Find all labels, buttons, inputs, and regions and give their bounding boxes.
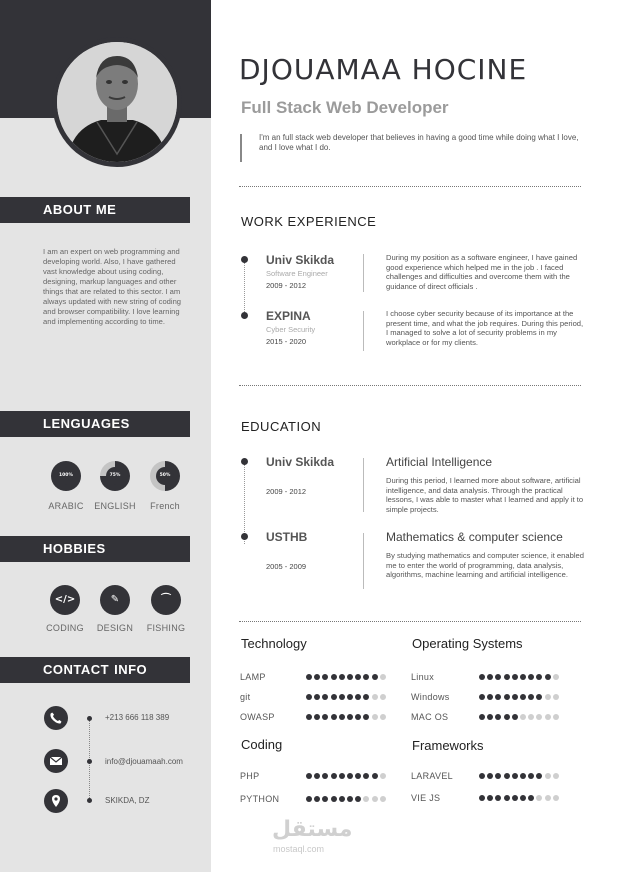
rating-dot-filled	[347, 674, 353, 680]
rating-dot-filled	[520, 694, 526, 700]
skill-name: git	[240, 692, 251, 702]
rating-dot-filled	[520, 674, 526, 680]
rating-dot-filled	[487, 795, 493, 801]
location-text: SKIKDA, DZ	[105, 796, 150, 805]
rating-dot-empty	[536, 714, 542, 720]
education-description: During this period, I learned more about software, artificial intelligence, and data analysis. Through the practical lessons, I was able to master what I learned and apply it to simple projects.	[386, 476, 584, 514]
language-name: ARABIC	[48, 501, 84, 511]
about-me-text: I am an expert on web programming and developing world. Also, I have gathered vast knowledge about using coding, designing, markup languages and other things that are related to this sector. I am always updated with new string of coding and browser compatibility. I love learning and implementing according to time.	[43, 247, 182, 326]
language-level-value: 100%	[57, 467, 75, 485]
skill-name: Windows	[411, 692, 450, 702]
rating-dot-filled	[347, 773, 353, 779]
timeline-dot	[241, 312, 248, 319]
rating-dot-filled	[339, 714, 345, 720]
section-divider	[239, 186, 581, 187]
rating-dot-filled	[331, 796, 337, 802]
rating-dot-empty	[545, 773, 551, 779]
hobby-name: FISHING	[146, 623, 186, 633]
rating-dot-filled	[512, 674, 518, 680]
rating-dot-filled	[314, 714, 320, 720]
rating-dot-filled	[314, 796, 320, 802]
rating-dot-filled	[363, 694, 369, 700]
education-years: 2009 - 2012	[266, 487, 307, 496]
work-description: During my position as a software engineer, I have gained good experience which helped me in the job . I faced challenges and difficulties and overcome them with the guidance of direct officials .	[386, 253, 578, 291]
location-icon	[44, 789, 68, 813]
code-icon: </>	[50, 585, 80, 615]
education-org: USTHB	[266, 530, 308, 544]
sidebar	[0, 0, 211, 872]
rating-dot-filled	[314, 773, 320, 779]
rating-dot-empty	[380, 694, 386, 700]
work-org: EXPINA	[266, 309, 311, 323]
rating-dot-filled	[306, 674, 312, 680]
rating-dot-filled	[487, 714, 493, 720]
language-level-ring	[150, 461, 180, 491]
rating-dot-filled	[512, 714, 518, 720]
skill-name: VIE JS	[411, 793, 441, 803]
rating-dot-filled	[512, 773, 518, 779]
rating-dot-filled	[331, 694, 337, 700]
rating-dot-filled	[536, 674, 542, 680]
rating-dot-filled	[355, 796, 361, 802]
timeline-dot	[241, 533, 248, 540]
rating-dot-filled	[339, 674, 345, 680]
work-years: 2015 - 2020	[266, 337, 307, 346]
rating-dot-empty	[520, 714, 526, 720]
intro-text: I'm an full stack web developer that believes in having a good time while doing what I love, and I love what I do.	[259, 133, 579, 152]
rating-dot-filled	[355, 714, 361, 720]
rating-dot-filled	[528, 795, 534, 801]
rating-dot-filled	[479, 674, 485, 680]
entry-separator	[363, 254, 364, 292]
rating-dot-empty	[528, 714, 534, 720]
rating-dot-filled	[363, 714, 369, 720]
rating-dot-filled	[372, 674, 378, 680]
language-level-value: 50%	[156, 467, 174, 485]
education-org: Univ Skikda	[266, 455, 335, 469]
rating-dot-empty	[545, 694, 551, 700]
rating-dot-filled	[504, 714, 510, 720]
rating-dot-filled	[512, 795, 518, 801]
entry-separator	[363, 458, 364, 512]
rating-dot-filled	[331, 773, 337, 779]
skill-name: PYTHON	[240, 794, 280, 804]
rating-dot-empty	[553, 714, 559, 720]
rating-dot-empty	[372, 796, 378, 802]
rating-dot-filled	[487, 674, 493, 680]
timeline-dot	[241, 458, 248, 465]
rating-dot-filled	[495, 773, 501, 779]
rating-dot-filled	[495, 674, 501, 680]
work-timeline	[244, 262, 245, 312]
skill-name: OWASP	[240, 712, 275, 722]
rating-dot-filled	[479, 714, 485, 720]
email-address[interactable]: info@djouamaah.com	[105, 757, 183, 766]
language-name: ENGLISH	[94, 501, 136, 511]
section-divider	[239, 621, 581, 622]
rating-dot-filled	[355, 694, 361, 700]
rating-dot-filled	[495, 795, 501, 801]
rating-dot-filled	[339, 694, 345, 700]
language-level-ring	[51, 461, 81, 491]
education-timeline	[244, 464, 245, 544]
contact-dot	[87, 798, 92, 803]
rating-dot-filled	[363, 674, 369, 680]
skill-name: LARAVEL	[411, 771, 453, 781]
hobbies-heading: HOBBIES	[0, 536, 190, 562]
rating-dot-empty	[553, 674, 559, 680]
about-me-heading: ABOUT ME	[0, 197, 190, 223]
rating-dot-filled	[314, 694, 320, 700]
rating-dot-empty	[545, 714, 551, 720]
skill-name: Linux	[411, 672, 435, 682]
rating-dot-filled	[331, 714, 337, 720]
education-field: Mathematics & computer science	[386, 530, 563, 544]
rating-dot-empty	[380, 796, 386, 802]
timeline-dot	[241, 256, 248, 263]
rating-dot-empty	[363, 796, 369, 802]
work-years: 2009 - 2012	[266, 281, 307, 290]
rating-dot-empty	[553, 773, 559, 779]
contact-heading	[0, 657, 190, 683]
rating-dot-filled	[520, 773, 526, 779]
rating-dot-empty	[372, 714, 378, 720]
job-title: Full Stack Web Developer	[241, 98, 449, 117]
entry-separator	[363, 533, 364, 589]
rating-dot-filled	[479, 773, 485, 779]
rating-dot-filled	[536, 694, 542, 700]
technology-heading: Technology	[241, 636, 307, 651]
rating-dot-empty	[536, 795, 542, 801]
rating-dot-filled	[504, 694, 510, 700]
phone-icon	[44, 706, 68, 730]
rating-dot-filled	[355, 674, 361, 680]
rating-dot-filled	[479, 694, 485, 700]
skill-name: PHP	[240, 771, 260, 781]
rating-dot-filled	[347, 694, 353, 700]
rating-dot-filled	[495, 714, 501, 720]
rating-dot-empty	[380, 674, 386, 680]
rating-dot-empty	[380, 773, 386, 779]
rating-dot-filled	[306, 773, 312, 779]
rating-dot-filled	[322, 674, 328, 680]
rating-dot-filled	[528, 773, 534, 779]
rating-dot-filled	[512, 694, 518, 700]
coding-heading: Coding	[241, 737, 283, 752]
rating-dot-filled	[363, 773, 369, 779]
rating-dot-filled	[528, 674, 534, 680]
rating-dot-empty	[372, 694, 378, 700]
contact-dot	[87, 716, 92, 721]
rating-dot-filled	[545, 674, 551, 680]
rating-dot-filled	[322, 773, 328, 779]
languages-heading: LENGUAGES	[0, 411, 190, 437]
rating-dot-filled	[504, 795, 510, 801]
contact-dot	[87, 759, 92, 764]
rating-dot-filled	[314, 674, 320, 680]
rating-dot-filled	[520, 795, 526, 801]
work-description: I choose cyber security because of its importance at the present time, and what the job requires. During this period, I managed to solve a lot of security problems in my workplace or for my clients.	[386, 309, 584, 347]
phone-number[interactable]: +213 666 118 389	[105, 713, 170, 722]
rating-dot-filled	[495, 694, 501, 700]
rating-dot-filled	[536, 773, 542, 779]
language-level-value: 75%	[106, 467, 124, 485]
operating-systems-heading: Operating Systems	[412, 636, 523, 651]
work-experience-heading: WORK EXPERIENCE	[241, 214, 377, 229]
rating-dot-filled	[355, 773, 361, 779]
profile-photo	[57, 42, 177, 162]
entry-separator	[363, 311, 364, 351]
contact-heading-bold: INFO	[114, 662, 148, 677]
rating-dot-empty	[553, 694, 559, 700]
rating-dot-filled	[504, 773, 510, 779]
rating-dot-empty	[545, 795, 551, 801]
rating-dot-filled	[322, 796, 328, 802]
skill-name: LAMP	[240, 672, 266, 682]
hobby-name: DESIGN	[96, 623, 134, 633]
mail-icon	[44, 749, 68, 773]
fishing-rod-icon: ⌒	[151, 585, 181, 615]
rating-dot-filled	[306, 694, 312, 700]
watermark-url: mostaql.com	[273, 844, 325, 854]
intro-accent-bar	[240, 134, 242, 162]
watermark-arabic: مستقل	[272, 817, 353, 842]
rating-dot-filled	[347, 796, 353, 802]
rating-dot-empty	[380, 714, 386, 720]
rating-dot-filled	[322, 714, 328, 720]
rating-dot-filled	[347, 714, 353, 720]
language-level-ring	[100, 461, 130, 491]
rating-dot-filled	[528, 694, 534, 700]
rating-dot-filled	[487, 773, 493, 779]
work-org: Univ Skikda	[266, 253, 335, 267]
section-divider	[239, 385, 581, 386]
education-field: Artificial Intelligence	[386, 455, 493, 469]
rating-dot-filled	[372, 773, 378, 779]
frameworks-heading: Frameworks	[412, 738, 484, 753]
work-role: Cyber Security	[266, 325, 316, 334]
rating-dot-filled	[306, 714, 312, 720]
education-heading: EDUCATION	[241, 419, 322, 434]
rating-dot-filled	[479, 795, 485, 801]
pen-tool-icon: ✎	[100, 585, 130, 615]
rating-dot-filled	[331, 674, 337, 680]
rating-dot-filled	[487, 694, 493, 700]
rating-dot-filled	[306, 796, 312, 802]
education-years: 2005 - 2009	[266, 562, 307, 571]
rating-dot-filled	[339, 796, 345, 802]
education-description: By studying mathematics and computer science, it enabled me to enter the world of programming, data analysis, algorithms, machine learning and artificial intelligence.	[386, 551, 584, 580]
rating-dot-empty	[553, 795, 559, 801]
profile-photo-frame	[52, 37, 182, 167]
full-name: DJOUAMAA HOCINE	[239, 53, 528, 86]
rating-dot-filled	[322, 694, 328, 700]
work-role: Software Engineer	[266, 269, 328, 278]
language-name: French	[150, 501, 180, 511]
rating-dot-filled	[339, 773, 345, 779]
rating-dot-filled	[504, 674, 510, 680]
contact-heading-label: CONTACT	[43, 662, 110, 677]
skill-name: MAC OS	[411, 712, 449, 722]
hobby-name: CODING	[46, 623, 84, 633]
